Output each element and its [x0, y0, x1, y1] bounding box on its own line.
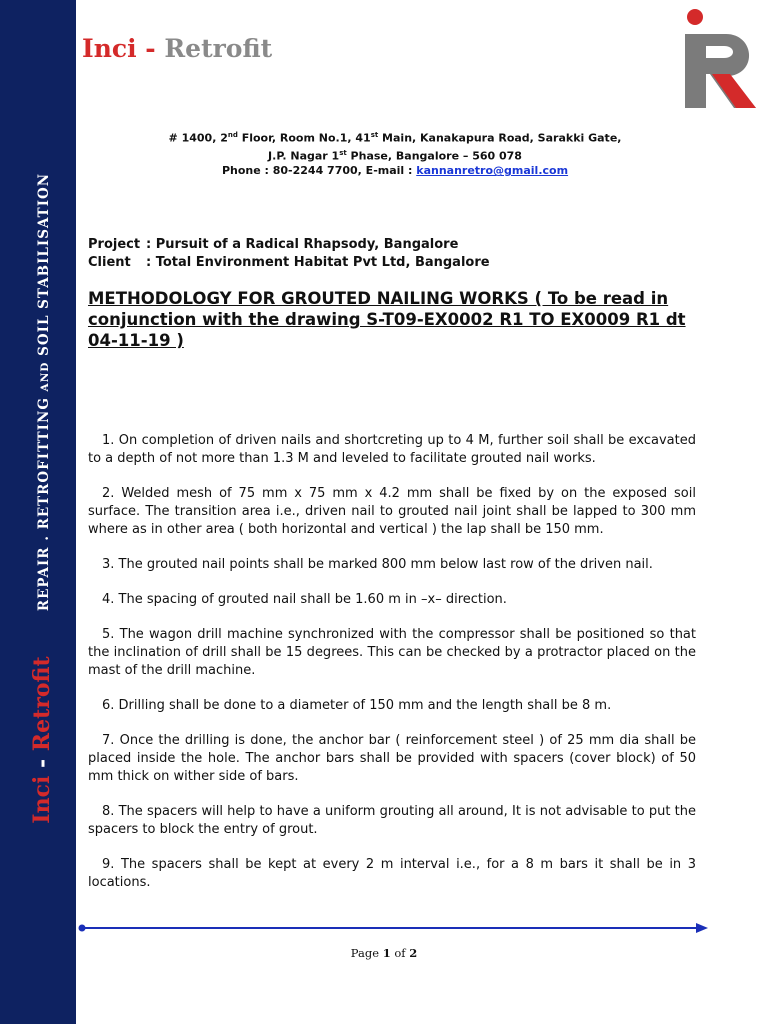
address-line-2: J.P. Nagar 1st Phase, Bangalore – 560 078 — [268, 148, 522, 163]
company-address — [90, 128, 700, 178]
step-item: 5. The wagon drill machine synchronized with the compressor shall be positioned so that the inclination of drill shall be 15 degrees. This can be checked by a protractor placed on the mast of the drill machine. — [88, 627, 696, 678]
step-item: 6. Drilling shall be done to a diameter of 150 mm and the length shall be 8 m. — [102, 698, 612, 713]
step-item: 4. The spacing of grouted nail shall be 1.60 m in –x– direction. — [102, 592, 507, 607]
client-value: : Total Environment Habitat Pvt Ltd, Bangalore — [146, 255, 490, 270]
step-item: 1. On completion of driven nails and shortcreting up to 4 M, further soil shall be excavated to a depth of not more than 1.3 M and leveled to facilitate grouted nail works. — [88, 433, 696, 466]
project-details — [88, 236, 490, 272]
step-item: 7. Once the drilling is done, the anchor bar ( reinforcement steel ) of 25 mm dia shall be placed inside the hole. The anchor bars shall be provided with spacers (cover block) of 50 mm thick on wither side of bars. — [88, 733, 696, 784]
document-heading: METHODOLOGY FOR GROUTED NAILING WORKS ( To be read in conjunction with the drawing S-T09-EX0002 R1 TO EX0009 R1 dt 04-11-19 ) — [88, 289, 686, 350]
address-line-1: # 1400, 2nd Floor, Room No.1, 41st Main, Kanakapura Road, Sarakki Gate, — [168, 131, 622, 145]
step-item: 8. The spacers will help to have a uniform grouting all around, It is not advisable to put the spacers to block the entry of grout. — [88, 804, 696, 837]
step-item: 2. Welded mesh of 75 mm x 75 mm x 4.2 mm shall be fixed by on the exposed soil surface. The transition area i.e., driven nail to grouted nail joint shall be lapped to 300 mm where as in other area ( both horizontal and vertical ) the lap shall be 150 mm. — [88, 486, 696, 537]
ir-logo-icon — [680, 8, 760, 112]
footer-rule — [78, 921, 710, 935]
step-item: 9. The spacers shall be kept at every 2 m interval i.e., for a 8 m bars it shall be in 3 locations. — [88, 857, 696, 890]
project-value: : Pursuit of a Radical Rhapsody, Bangalore — [146, 237, 459, 252]
header-brand: Inci - Retrofit — [82, 34, 273, 63]
email-link[interactable]: kannanretro@gmail.com — [416, 164, 569, 178]
project-row — [88, 236, 490, 254]
client-label: Client — [88, 255, 131, 270]
methodology-steps — [88, 432, 696, 909]
page-number: Page 1 of 2 — [350, 946, 418, 960]
client-row — [88, 254, 490, 272]
contact-line: Phone : 80-2244 7700, E-mail : kannanretro@gmail.com — [221, 164, 569, 178]
project-label: Project — [88, 237, 141, 252]
sidebar-band: REPAIR . RETROFITTING AND SOIL STABILISATION Inci - Retrofit — [0, 0, 76, 1024]
step-item: 3. The grouted nail points shall be marked 800 mm below last row of the driven nail. — [102, 557, 653, 572]
